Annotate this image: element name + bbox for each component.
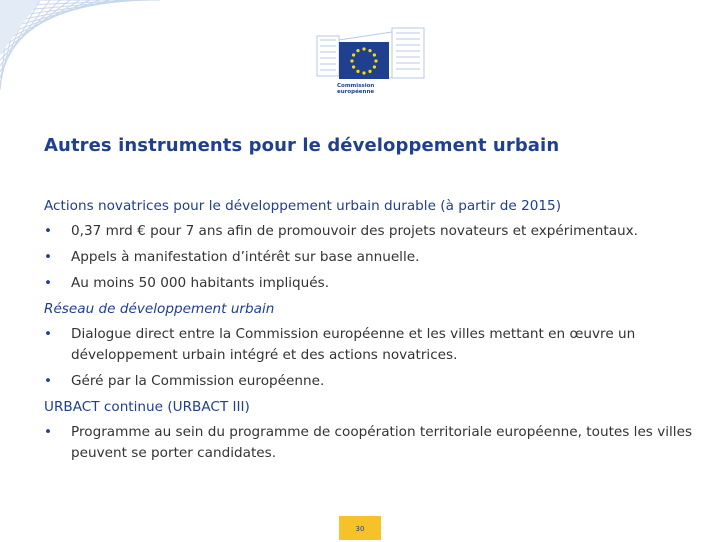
bullet-dot: • [44,424,53,440]
bullet-list-actions-novatrices [44,221,694,294]
bullet-dot: • [44,223,53,239]
corner-decoration-graphic [0,0,160,110]
bullet-text: Programme au sein du programme de coopération territoriale européenne, toutes les villes peuvent se porter candidates. [71,424,693,461]
bullet-text: 0,37 mrd € pour 7 ans afin de promouvoir des projets novateurs et expérimentaux. [71,223,639,239]
bullet-text: Au moins 50 000 habitants impliqués. [71,275,330,291]
list-item [44,324,694,366]
bullet-text: Dialogue direct entre la Commission européenne et les villes mettant en œuvre un développement urbain intégré et des actions novatrices. [71,326,636,363]
list-item [44,371,694,392]
section-heading-reseau: Réseau de développement urbain [44,301,275,317]
section-heading-actions-novatrices: Actions novatrices pour le développement urbain durable (à partir de 2015) [44,198,562,214]
bullet-dot: • [44,275,53,291]
bullet-text: Géré par la Commission européenne. [71,373,325,389]
bullet-text: Appels à manifestation d’intérêt sur base annuelle. [71,249,420,265]
logo-line-2: européenne [337,89,375,95]
section-heading-urbact: URBACT continue (URBACT III) [44,399,250,415]
logo-line-1: Commission [337,83,375,89]
page-number: 30 [355,525,365,533]
bullet-dot: • [44,249,53,265]
page-number-badge [339,516,381,540]
logo-wordmark [337,83,374,95]
bullet-list-reseau [44,324,694,392]
list-item [44,273,694,294]
slide-title: Autres instruments pour le développement urbain [44,135,560,156]
slide-content [44,196,694,469]
list-item [44,422,694,464]
bullet-list-urbact [44,422,694,464]
list-item [44,221,694,242]
list-item [44,247,694,268]
bullet-dot: • [44,326,53,342]
bullet-dot: • [44,373,53,389]
